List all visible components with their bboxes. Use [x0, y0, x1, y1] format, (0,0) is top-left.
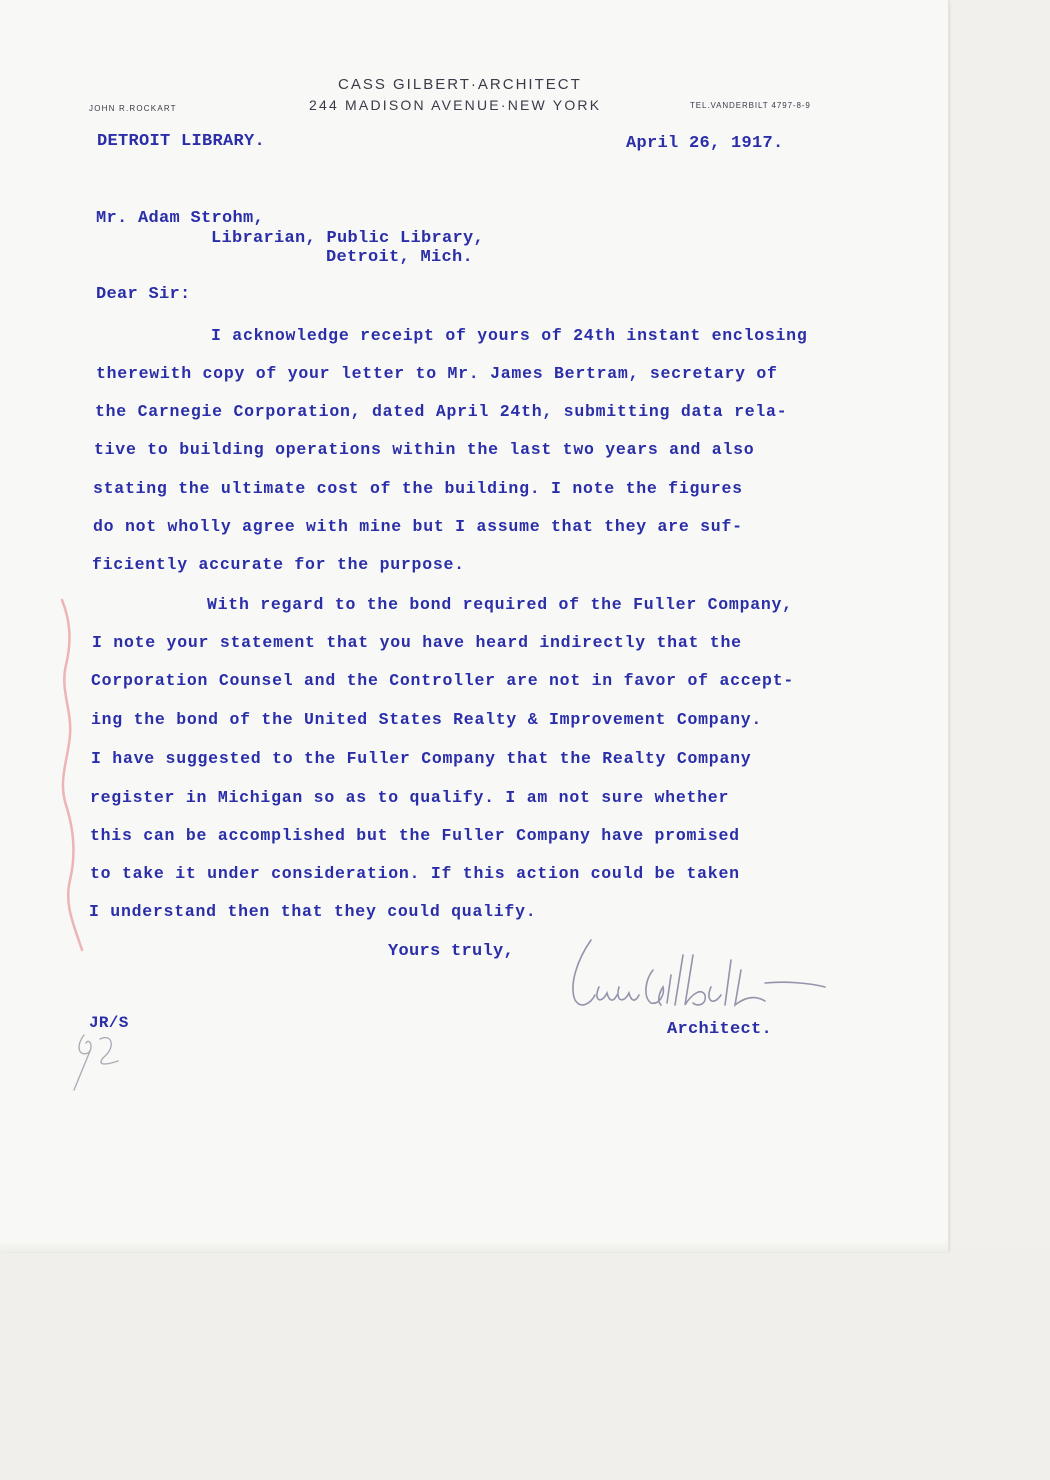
body-line: With regard to the bond required of the Fuller Company, — [207, 595, 793, 614]
letterhead-address: 244 MADISON AVENUE·NEW YORK — [309, 97, 602, 113]
body-line: I acknowledge receipt of yours of 24th instant enclosing — [211, 326, 808, 345]
body-line: Corporation Counsel and the Controller are not in favor of accept- — [91, 671, 795, 690]
body-line: I have suggested to the Fuller Company that the Realty Company — [91, 749, 752, 768]
reference-initials: JR/S — [89, 1014, 129, 1032]
recipient-name: Mr. Adam Strohm, — [96, 209, 265, 228]
letterhead-associate-name: JOHN R.ROCKART — [89, 104, 177, 113]
letterhead-telephone: TEL.VANDERBILT 4797-8-9 — [690, 101, 811, 110]
recipient-title: Librarian, Public Library, — [211, 229, 485, 248]
red-pencil-margin-mark — [52, 595, 102, 955]
closing: Yours truly, — [388, 942, 515, 961]
body-line: to take it under consideration. If this action could be taken — [90, 864, 740, 883]
salutation: Dear Sir: — [96, 285, 191, 304]
recipient-city: Detroit, Mich. — [326, 248, 474, 267]
body-line: I understand then that they could qualify. — [89, 902, 537, 921]
signer-title: Architect. — [667, 1020, 773, 1039]
background-surface — [0, 1250, 1050, 1480]
body-line: this can be accomplished but the Fuller Company have promised — [90, 826, 740, 845]
letterhead-title: CASS GILBERT·ARCHITECT — [338, 76, 582, 93]
file-label: DETROIT LIBRARY. — [97, 132, 266, 151]
handwritten-signature — [555, 925, 845, 1025]
body-line: ing the bond of the United States Realty & Improvement Company. — [91, 710, 763, 729]
body-line: tive to building operations within the last two years and also — [94, 440, 755, 459]
body-line: ficiently accurate for the purpose. — [92, 555, 465, 574]
body-line: I note your statement that you have heard indirectly that the — [92, 633, 742, 652]
body-line: do not wholly agree with mine but I assume that they are suf- — [93, 517, 743, 536]
letter-date: April 26, 1917. — [626, 134, 784, 153]
page-edge-shadow — [0, 1240, 948, 1252]
body-line: therewith copy of your letter to Mr. James Bertram, secretary of — [96, 364, 778, 383]
body-line: the Carnegie Corporation, dated April 24th, submitting data rela- — [95, 402, 788, 421]
body-line: stating the ultimate cost of the building. I note the figures — [93, 479, 743, 498]
body-line: register in Michigan so as to qualify. I am not sure whether — [90, 788, 730, 807]
pencil-filing-mark — [60, 1015, 140, 1105]
